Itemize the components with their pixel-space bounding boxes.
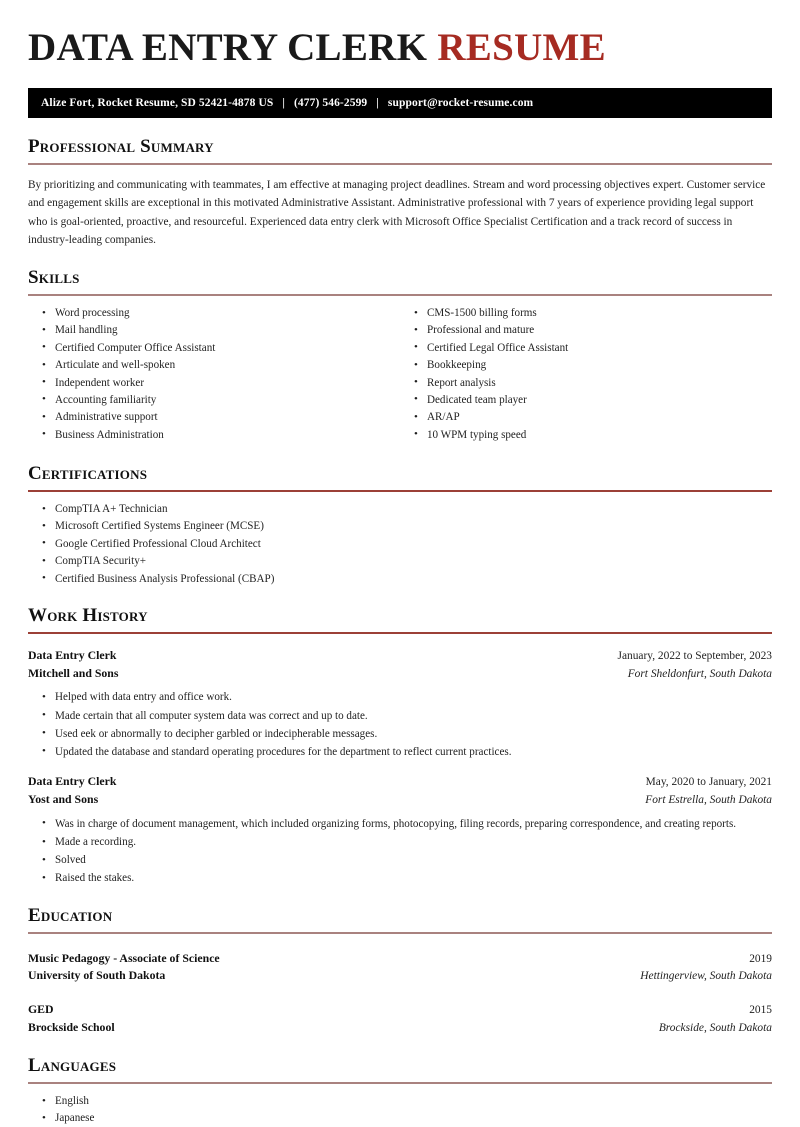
page-title [28, 0, 772, 67]
education-entry-header [28, 1001, 772, 1019]
degree-title: GED [28, 1002, 54, 1017]
list-item: • Business Administration [28, 428, 400, 443]
list-item: • Made a recording. [28, 835, 772, 850]
job-title: Data Entry Clerk [28, 774, 117, 789]
list-item: • Made certain that all computer system data was correct and up to date. [28, 709, 772, 724]
list-item: • Accounting familiarity [28, 393, 400, 408]
list-item: • Word processing [28, 306, 400, 321]
contact-address: Alize Fort, Rocket Resume, SD 52421-4878 US [41, 97, 274, 109]
section-divider-certifications [28, 490, 772, 492]
degree-title: Music Pedagogy - Associate of Science [28, 950, 220, 965]
list-item: • CompTIA Security+ [28, 554, 772, 569]
section-skills [28, 268, 772, 445]
list-item: • Microsoft Certified Systems Engineer (MCSE) [28, 519, 772, 534]
section-divider-work-history [28, 632, 772, 634]
page-title-accent: RESUME [437, 26, 606, 69]
job-company: Mitchell and Sons [28, 665, 119, 680]
list-item: • Japanese [28, 1111, 772, 1126]
work-entry [28, 773, 772, 887]
section-professional-summary [28, 137, 772, 249]
job-title: Data Entry Clerk [28, 647, 117, 662]
list-item: • Certified Computer Office Assistant [28, 341, 400, 356]
skills-list-right [400, 306, 772, 445]
list-item: • Report analysis [400, 376, 772, 391]
list-item: • Used eek or abnormally to decipher garbled or indecipherable messages. [28, 727, 772, 742]
list-item: • Bookkeeping [400, 358, 772, 373]
list-item: • Updated the database and standard operating procedures for the department to reflect current practices. [28, 745, 772, 760]
contact-email[interactable]: support@rocket-resume.com [387, 97, 534, 109]
list-item: • Dedicated team player [400, 393, 772, 408]
list-item: • English [28, 1094, 772, 1109]
job-location: Fort Estrella, South Dakota [645, 794, 772, 806]
work-entry [28, 647, 772, 761]
skills-list-left [28, 306, 400, 445]
school-name: Brockside School [28, 1020, 115, 1035]
job-responsibilities-list [28, 817, 772, 887]
contact-bar [28, 88, 772, 118]
list-item: • Professional and mature [400, 323, 772, 338]
page-title-main: DATA ENTRY CLERK [28, 26, 438, 69]
list-item: • Certified Business Analysis Professional (CBAP) [28, 572, 772, 587]
list-item: • 10 WPM typing speed [400, 428, 772, 443]
section-education [28, 906, 772, 1037]
list-item: • CompTIA A+ Technician [28, 502, 772, 517]
work-entry-subheader [28, 791, 772, 809]
list-item: • Certified Legal Office Assistant [400, 341, 772, 356]
skills-columns [28, 296, 772, 445]
list-item: • AR/AP [400, 410, 772, 425]
school-name: University of South Dakota [28, 968, 166, 983]
list-item: • Google Certified Professional Cloud Architect [28, 537, 772, 552]
list-item: • CMS-1500 billing forms [400, 306, 772, 321]
section-heading-skills: Skills [28, 267, 80, 289]
job-dates: January, 2022 to September, 2023 [617, 649, 772, 662]
education-entry-subheader [28, 1019, 772, 1037]
job-responsibilities-list [28, 690, 772, 760]
work-entry-header [28, 647, 772, 665]
education-entry-header [28, 950, 772, 968]
school-location: Brockside, South Dakota [658, 1022, 772, 1035]
list-item: • Helped with data entry and office work. [28, 690, 772, 705]
section-divider-summary [28, 163, 772, 165]
section-work-history [28, 606, 772, 887]
section-heading-summary: Professional Summary [28, 136, 214, 157]
section-heading-work-history: Work History [28, 604, 148, 626]
degree-year: 2015 [749, 1004, 772, 1017]
list-item: • Mail handling [28, 323, 400, 338]
contact-separator-1: | [282, 97, 285, 109]
section-heading-certifications: Certifications [28, 463, 148, 485]
languages-list [28, 1094, 772, 1127]
section-heading-education: Education [28, 904, 113, 926]
section-heading-languages: Languages [28, 1055, 117, 1077]
degree-year: 2019 [749, 952, 772, 965]
section-certifications [28, 464, 772, 587]
list-item: • Was in charge of document management, which included organizing forms, photocopying, filing records, preparing correspondence, and creating reports. [28, 817, 772, 832]
section-languages [28, 1056, 772, 1127]
job-location: Fort Sheldonfurt, South Dakota [627, 667, 772, 680]
contact-phone: (477) 546-2599 [294, 97, 368, 109]
section-divider-languages [28, 1082, 772, 1084]
list-item: • Articulate and well-spoken [28, 358, 400, 373]
list-item: • Raised the stakes. [28, 871, 772, 886]
list-item: • Solved [28, 853, 772, 868]
school-location: Hettingerview, South Dakota [640, 970, 772, 983]
certifications-list [28, 502, 772, 587]
section-divider-education [28, 932, 772, 934]
education-entry-subheader [28, 967, 772, 985]
list-item: • Administrative support [28, 410, 400, 425]
work-entry-header [28, 773, 772, 791]
job-company: Yost and Sons [28, 792, 99, 806]
education-entry [28, 1001, 772, 1037]
contact-separator-2: | [376, 97, 379, 109]
work-entry-subheader [28, 665, 772, 683]
summary-paragraph: By prioritizing and communicating with teammates, I am effective at managing project deadlines. Stream and word processing objectives expert. Customer service and engagement skills are exceptional in this motivated Administrative Assistant. Administrative professional with 7 years of experience providing legal support who is goal-oriented, proactive, and resourceful. Experienced data entry clerk with Microsoft Office Specialist Certification and a track record of success in industry-leading companies. [28, 178, 766, 246]
list-item: • Independent worker [28, 376, 400, 391]
education-entry [28, 950, 772, 986]
job-dates: May, 2020 to January, 2021 [645, 776, 772, 789]
